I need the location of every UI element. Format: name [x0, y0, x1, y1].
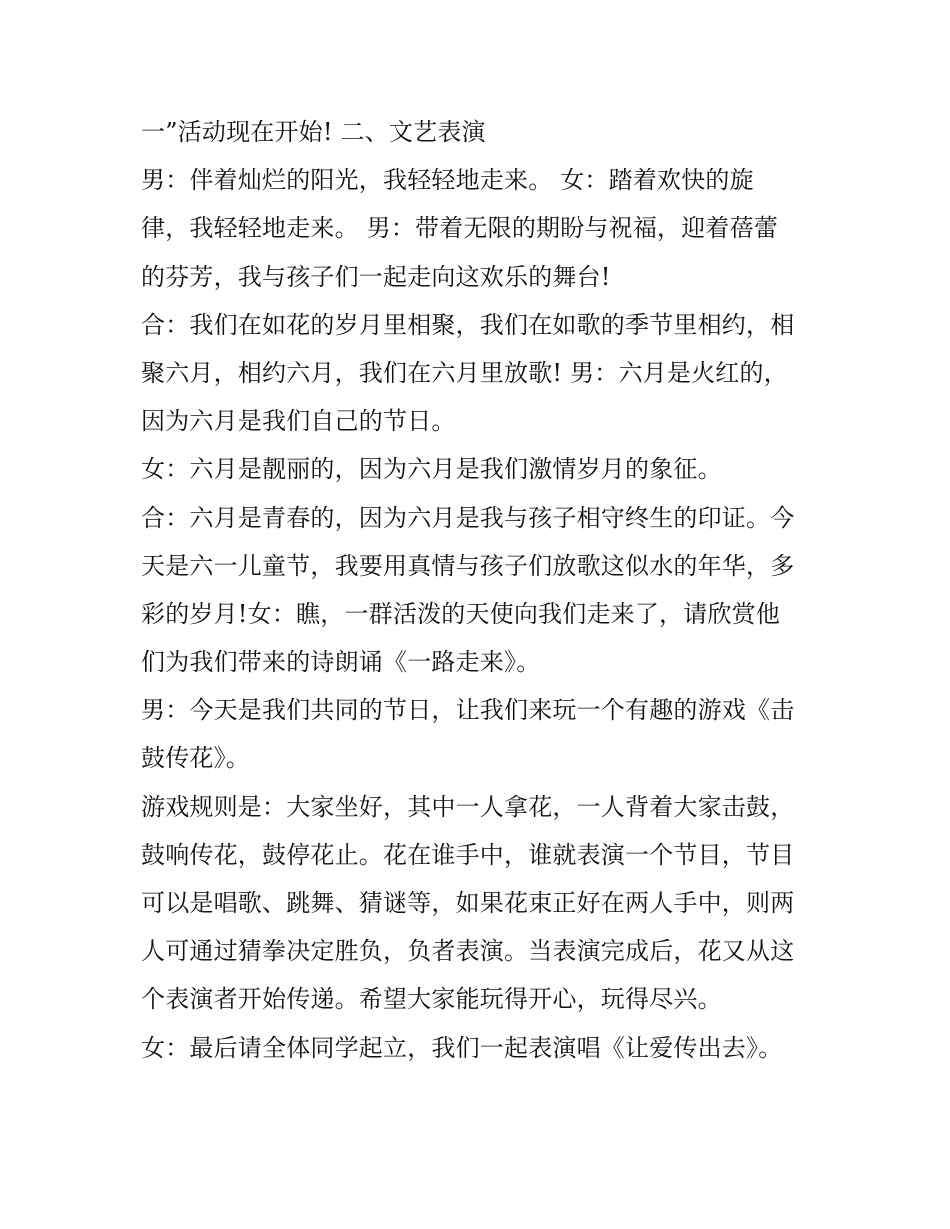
text-line-1: 一”活动现在开始! 二、文艺表演	[141, 118, 486, 146]
text-line-12: 们为我们带来的诗朗诵《一路走来》。	[141, 648, 541, 677]
text-line-8: 女：六月是靓丽的，因为六月是我们激情岁月的象征。	[141, 455, 722, 484]
text-line-6: 聚六月，相约六月，我们在六月里放歌! 男：六月是火红的，	[141, 358, 788, 387]
text-line-14: 鼓传花》。	[141, 744, 250, 773]
text-line-3: 律，我轻轻地走来。 男：带着无限的期盼与祝福，迎着蓓蕾	[141, 214, 779, 243]
text-line-5: 合：我们在如花的岁月里相聚，我们在如歌的季节里相约，相	[141, 310, 795, 339]
text-line-15: 游戏规则是：大家坐好，其中一人拿花，一人背着大家击鼓，	[141, 792, 795, 821]
text-line-11: 彩的岁月!女：瞧，一群活泼的天使向我们走来了，请欣赏他	[141, 599, 781, 628]
text-line-10: 天是六一儿童节，我要用真情与孩子们放歌这似水的年华，多	[141, 551, 795, 580]
text-line-2: 男：伴着灿烂的阳光，我轻轻地走来。 女：踏着欢快的旋	[141, 166, 754, 195]
text-line-7: 因为六月是我们自己的节日。	[141, 407, 456, 436]
text-line-19: 个表演者开始传递。希望大家能玩得开心，玩得尽兴。	[141, 985, 722, 1014]
text-line-13: 男：今天是我们共同的节日，让我们来玩一个有趣的游戏《击	[141, 696, 795, 725]
text-line-9: 合：六月是青春的，因为六月是我与孩子相守终生的印证。今	[141, 503, 795, 532]
text-line-16: 鼓响传花，鼓停花止。花在谁手中，谁就表演一个节目，节目	[141, 840, 795, 869]
text-line-4: 的芬芳，我与孩子们一起走向这欢乐的舞台!	[141, 262, 611, 291]
text-line-17: 可以是唱歌、跳舞、猜谜等，如果花束正好在两人手中，则两	[141, 889, 795, 917]
document-body	[141, 108, 821, 1072]
text-line-18: 人可通过猜拳决定胜负，负者表演。当表演完成后，花又从这	[141, 937, 795, 966]
text-line-20: 女：最后请全体同学起立，我们一起表演唱《让爱传出去》。	[141, 1033, 783, 1062]
